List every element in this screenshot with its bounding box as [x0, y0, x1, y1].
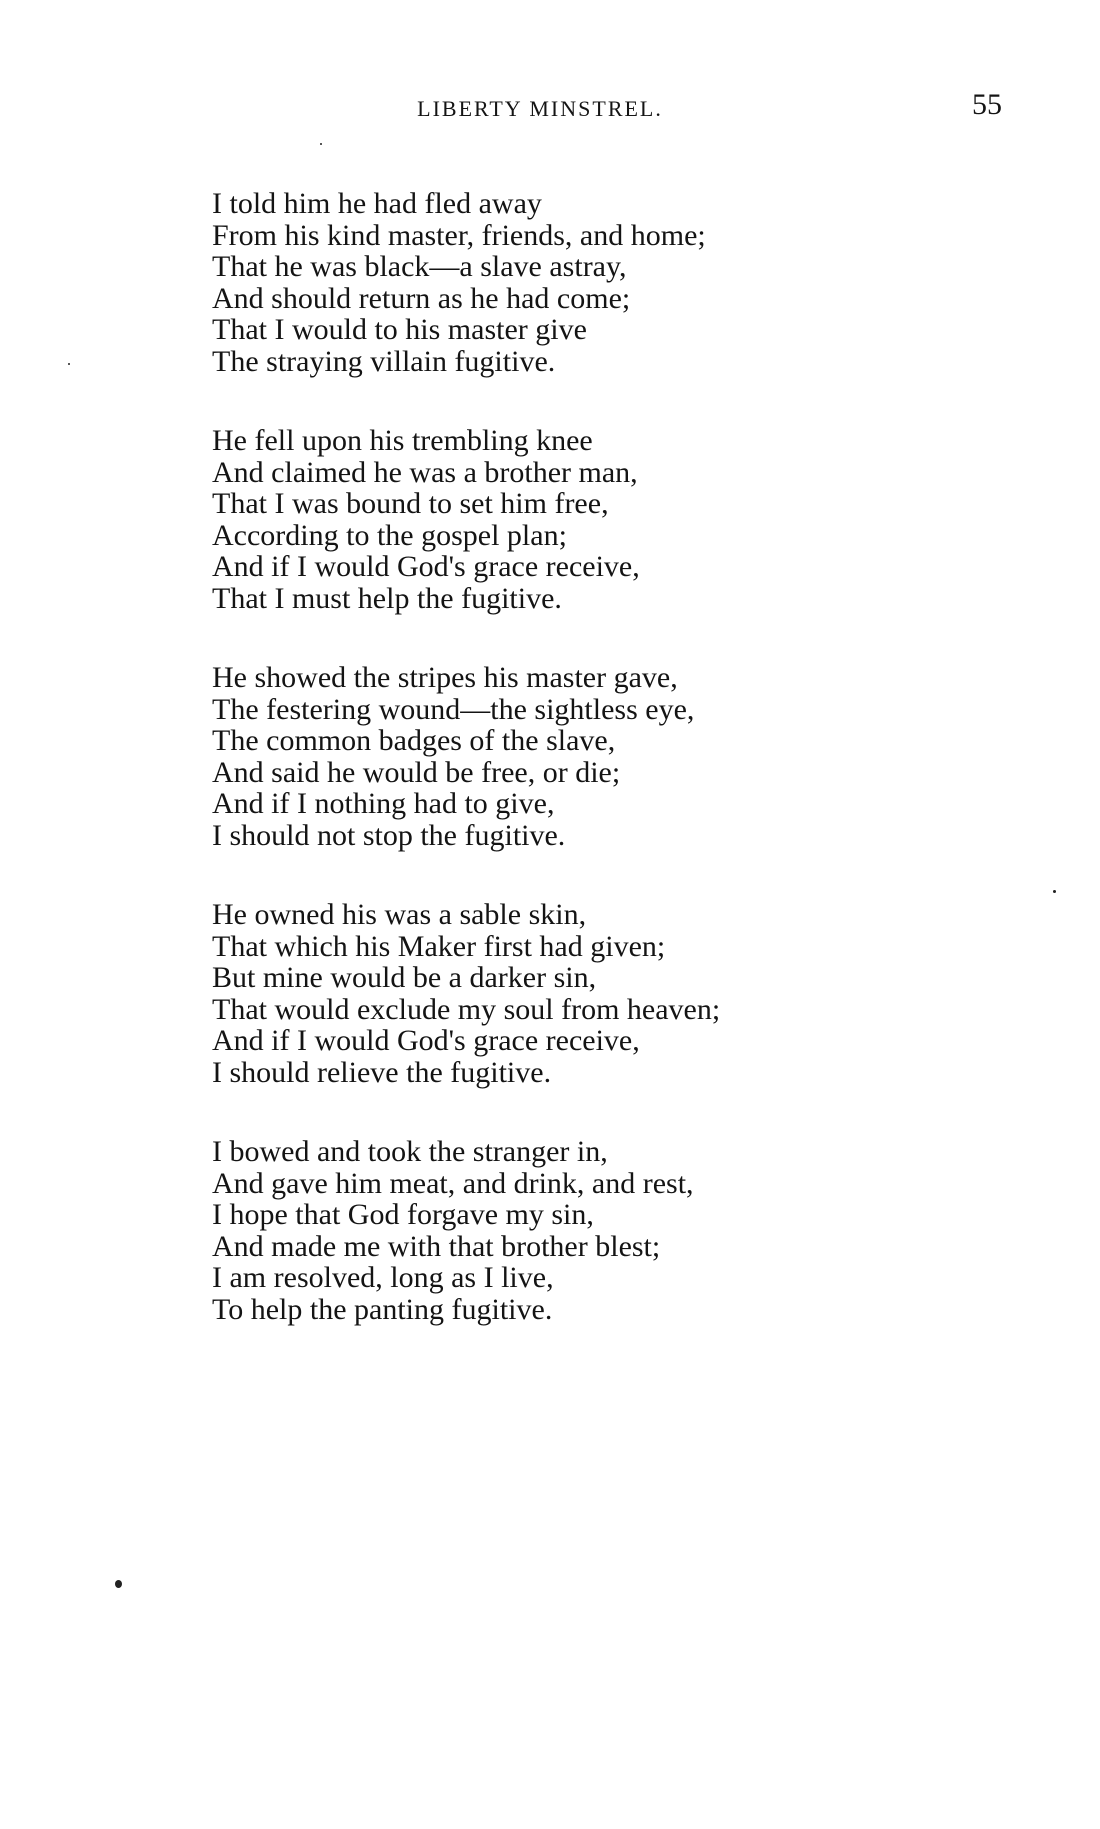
poem-line: That I was bound to set him free, — [212, 487, 609, 520]
poem-line: The common badges of the slave, — [212, 724, 616, 757]
poem-line: That he was black—a slave astray, — [212, 250, 627, 283]
poem-line: And claimed he was a brother man, — [212, 455, 638, 489]
ink-speck — [115, 1580, 122, 1588]
poem-line: I should not stop the fugitive. — [212, 818, 566, 852]
poem-line: From his kind master, friends, and home; — [212, 218, 706, 252]
poem-line: And gave him meat, and drink, and rest, — [212, 1166, 694, 1200]
poem-line: I hope that God forgave my sin, — [212, 1198, 594, 1231]
running-title: LIBERTY MINSTREL. — [417, 96, 663, 121]
poem-line: And if I would God's grace receive, — [212, 550, 640, 583]
ink-speck — [68, 363, 70, 365]
poem-line: That which his Maker first had given; — [212, 929, 666, 963]
poem-line: And if I would God's grace receive, — [212, 1024, 640, 1057]
page-number: 55 — [972, 88, 1002, 121]
poem-line: According to the gospel plan; — [212, 518, 567, 552]
poem-line: To help the panting fugitive. — [212, 1292, 553, 1326]
poem-line: That I would to his master give — [212, 313, 587, 346]
poem-line: He fell upon his trembling knee — [212, 424, 593, 457]
poem-line: He showed the stripes his master gave, — [212, 661, 678, 694]
poem-line: But mine would be a darker sin, — [212, 961, 597, 994]
stanza-4 — [212, 899, 872, 1088]
stanza-3 — [212, 662, 872, 851]
poem-line: That I must help the fugitive. — [212, 581, 562, 615]
poem-line: I told him he had fled away — [212, 187, 542, 220]
poem-line: And if I nothing had to give, — [212, 787, 555, 820]
stanza-2 — [212, 425, 872, 614]
poem-line: And should return as he had come; — [212, 281, 631, 315]
poem-line: And said he would be free, or die; — [212, 755, 621, 789]
poem-line: I am resolved, long as I live, — [212, 1261, 554, 1294]
poem — [212, 188, 872, 1373]
poem-line: I should relieve the fugitive. — [212, 1055, 552, 1089]
ink-speck — [1053, 890, 1056, 893]
stanza-1 — [212, 188, 872, 377]
ink-speck — [320, 143, 322, 145]
running-head — [0, 96, 1100, 122]
poem-line: I bowed and took the stranger in, — [212, 1135, 608, 1168]
poem-line: He owned his was a sable skin, — [212, 898, 587, 931]
poem-line: The straying villain fugitive. — [212, 344, 556, 378]
poem-line: The festering wound—the sightless eye, — [212, 692, 695, 726]
poem-line: And made me with that brother blest; — [212, 1229, 661, 1263]
stanza-5 — [212, 1136, 872, 1325]
poem-line: That would exclude my soul from heaven; — [212, 992, 721, 1026]
